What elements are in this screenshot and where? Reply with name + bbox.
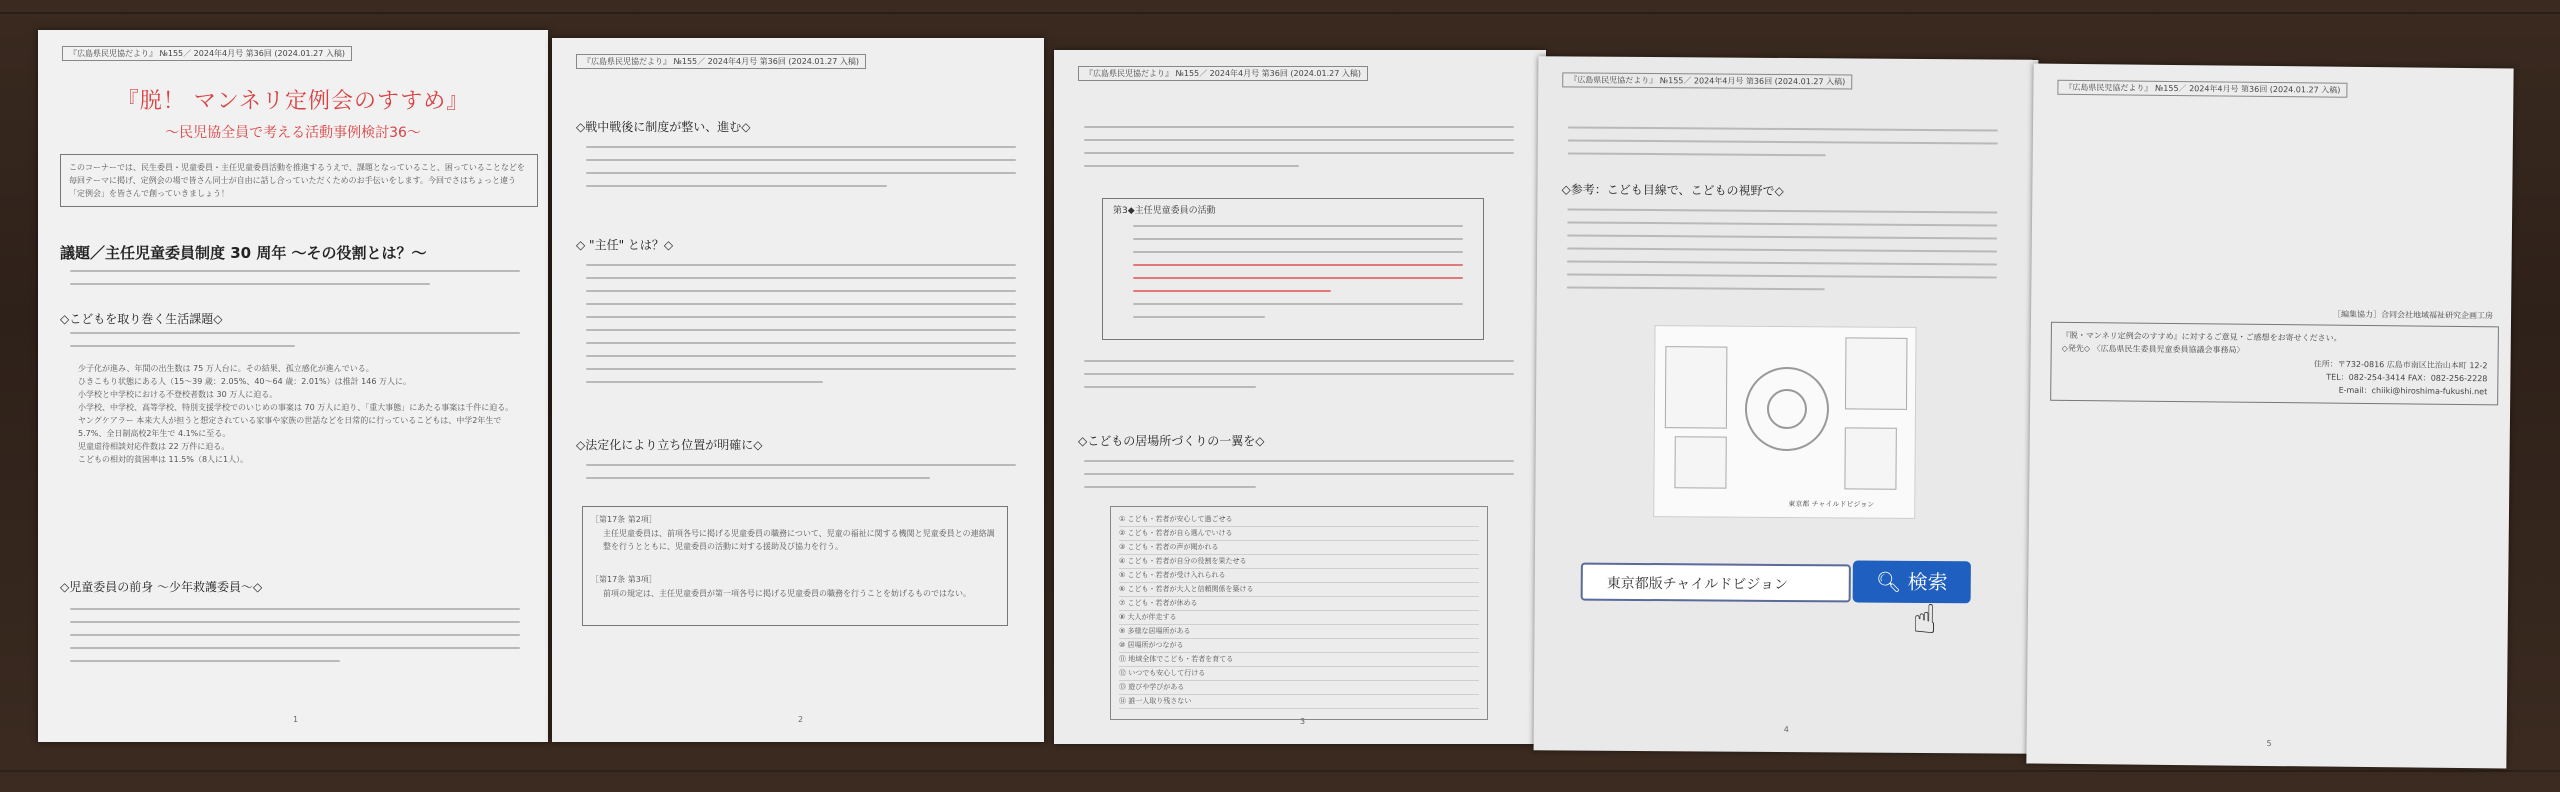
search-button-label: 検索 xyxy=(1907,569,1948,595)
list-item: ⑦ こども・若者が休める xyxy=(1119,597,1479,611)
page-header: 『広島県民児協だより』 №155／ 2024年4月号 第36回 (2024.01.27 入稿) xyxy=(1562,72,1852,89)
section-heading-law: ◇法定化により立ち位置が明確に◇ xyxy=(576,438,763,452)
body-text-lines xyxy=(1084,360,1514,399)
body-text-lines xyxy=(70,332,520,358)
page-3 xyxy=(1054,50,1546,744)
search-icon: 🔍︎ xyxy=(1875,569,1902,594)
section-heading-history: ◇児童委員の前身 ～少年救護委員～◇ xyxy=(60,580,263,594)
figure-caption: 東京都 チャイルドビジョン xyxy=(1788,500,1875,509)
intro-box: このコーナーでは、民生委員・児童委員・主任児童委員活動を推進するうえで、課題となっていること、困っていることなどを毎回テーマに掲げ、定例会の場で皆さん同士が自由に話し合っていただくためのお手伝いをします。今回でさはちょっと違う「定例会」を皆さんで創っていきましょう！ xyxy=(60,154,538,207)
instruction-panel xyxy=(1845,337,1908,409)
list-item: 児童虐待相談対応件数は 22 万件に迫る。 xyxy=(78,442,230,451)
page-header: 『広島県民児協だより』 №155／ 2024年4月号 第36回 (2024.01.27 入稿) xyxy=(2057,80,2347,98)
page-number: 3 xyxy=(1300,717,1306,726)
body-text-lines xyxy=(586,264,1016,394)
list-item: 小学校、中学校、高等学校、特別支援学校でのいじめの事案は 70 万人に迫り、「重大事態」にあたる事案は千件に迫る。 xyxy=(78,403,514,412)
law-article-label: ［第17条 第3項］ xyxy=(591,575,657,584)
instruction-panel xyxy=(1665,346,1728,428)
lens-inner-circle xyxy=(1767,389,1807,429)
section-heading-wartime: ◇戦中戦後に制度が整い、進む◇ xyxy=(576,120,751,134)
body-text-lines xyxy=(586,146,1016,198)
search-input[interactable]: 東京都版チャイルドビジョン xyxy=(1581,563,1851,603)
body-text-lines xyxy=(1084,460,1514,499)
list-item: ⑤ こども・若者が受け入れられる xyxy=(1119,569,1479,583)
contact-address: 住所：〒732-0816 広島市南区比治山本町 12-2 xyxy=(2313,359,2488,371)
body-text-lines xyxy=(70,270,520,296)
page-number: 1 xyxy=(293,715,299,724)
body-text-lines xyxy=(1567,208,1998,302)
contact-email: E-mail：chiiki@hiroshima-fukushi.net xyxy=(2338,385,2488,397)
list-item: ② こども・若者が自ら選んでいける xyxy=(1119,527,1479,541)
body-text-lines xyxy=(586,464,1016,490)
ibasho-list-box xyxy=(1110,506,1488,720)
list-item: ⑭ 誰一人取り残さない xyxy=(1119,695,1479,709)
list-item: ⑧ 大人が伴走する xyxy=(1119,611,1479,625)
page-number: 2 xyxy=(798,715,804,724)
section-heading-reference: ◇参考：こども目線で、こどもの視野で◇ xyxy=(1561,182,1784,198)
pointer-hand-icon: ☝ xyxy=(1912,596,1938,644)
list-item: 少子化が進み、年間の出生数は 75 万人台に。その結果、孤立感化が進んでいる。 xyxy=(78,364,374,373)
list-item: ⑫ いつでも安心して行ける xyxy=(1119,667,1479,681)
list-item: ⑩ 居場所がつながる xyxy=(1119,639,1479,653)
editorial-credit: ［編集協力］合同会社地域福祉研究企画工房 xyxy=(2333,309,2494,321)
page-number: 4 xyxy=(1783,724,1789,735)
body-text-lines xyxy=(70,608,520,673)
list-item: ⑪ 地域全体でこども・若者を育てる xyxy=(1119,653,1479,667)
contact-box xyxy=(2050,322,2499,406)
page-1 xyxy=(38,30,548,742)
body-text-lines xyxy=(1568,126,1998,168)
section-heading-issues: ◇こどもを取り巻く生活課題◇ xyxy=(60,312,223,326)
list-item: ① こども・若者が安心して過ごせる xyxy=(1119,513,1479,527)
contact-line: 『脱・マンネリ定例会のすすめ』に対するご意見・ご感想をお寄せください。 xyxy=(2061,330,2342,343)
list-item: ③ こども・若者の声が聞かれる xyxy=(1119,541,1479,555)
list-item: ⑥ こども・若者が大人と信頼関係を築ける xyxy=(1119,583,1479,597)
list-item: ④ こども・若者が自分の役割を果たせる xyxy=(1119,555,1479,569)
law-article-text: 主任児童委員は、前項各号に掲げる児童委員の職務について、児童の福祉に関する機関と児童委員との連絡調整を行うとともに、児童委員の活動に対する援助及び協力を行う。 xyxy=(603,529,995,551)
law-article-label: ［第17条 第2項］ xyxy=(591,515,657,524)
contact-phone: TEL：082-254-3414 FAX：082-256-2228 xyxy=(2326,372,2488,384)
activity-box-title: 第3◆主任児童委員の活動 xyxy=(1113,206,1216,216)
contact-line: ◇発先◇ 〈広島県民生委員児童委員協議会事務局〉 xyxy=(2061,343,2245,355)
page-header: 『広島県民児協だより』 №155／ 2024年4月号 第36回 (2024.01.27 入稿) xyxy=(576,54,866,69)
law-quote-box xyxy=(582,506,1008,626)
page-2 xyxy=(552,38,1044,742)
body-text-lines xyxy=(1084,126,1514,178)
list-item: ヤングケアラー 本来大人が担うと想定されている家事や家族の世話などを日常的に行っているこどもは、中学2年生で 5.7%、全日制高校2年生で 4.1%に至る。 xyxy=(78,416,502,438)
list-item: 小学校と中学校における不登校者数は 30 万人に迫る。 xyxy=(78,390,278,399)
instruction-panel xyxy=(1674,436,1726,488)
page-subtitle: ～民児協全員で考える活動事例検討36～ xyxy=(165,125,421,141)
page-number: 5 xyxy=(2266,738,2272,749)
list-item: こどもの相対的貧困率は 11.5%（8人に1人）。 xyxy=(78,455,249,464)
topic-heading: 議題／主任児童委員制度 30 周年 ～その役割とは？～ xyxy=(60,244,427,262)
child-vision-figure xyxy=(1653,325,1916,519)
law-article-text: 前項の規定は、主任児童委員が第一項各号に掲げる児童委員の職務を行うことを妨げるものではない。 xyxy=(603,589,971,598)
page-header: 『広島県民児協だより』 №155／ 2024年4月号 第36回 (2024.01.27 入稿) xyxy=(1078,66,1368,81)
list-item: ひきこもり状態にある人（15～39 歳：2.05%、40～64 歳：2.01%）は推計 146 万人に。 xyxy=(78,377,411,386)
instruction-panel xyxy=(1844,427,1896,489)
issue-list xyxy=(78,362,518,466)
list-item: ⑨ 多様な居場所がある xyxy=(1119,625,1479,639)
section-heading-ibasho: ◇こどもの居場所づくりの一翼を◇ xyxy=(1078,434,1265,448)
activity-box xyxy=(1102,198,1484,340)
page-5 xyxy=(2026,64,2513,769)
page-header: 『広島県民児協だより』 №155／ 2024年4月号 第36回 (2024.01.27 入稿) xyxy=(62,46,352,61)
section-heading-shunin: ◇ "主任" とは？◇ xyxy=(576,238,674,252)
page-title: 『脱！ マンネリ定例会のすすめ』 xyxy=(116,89,470,114)
page-4 xyxy=(1534,56,2039,753)
list-item: ⑬ 遊びや学びがある xyxy=(1119,681,1479,695)
body-text-lines xyxy=(1133,225,1463,329)
